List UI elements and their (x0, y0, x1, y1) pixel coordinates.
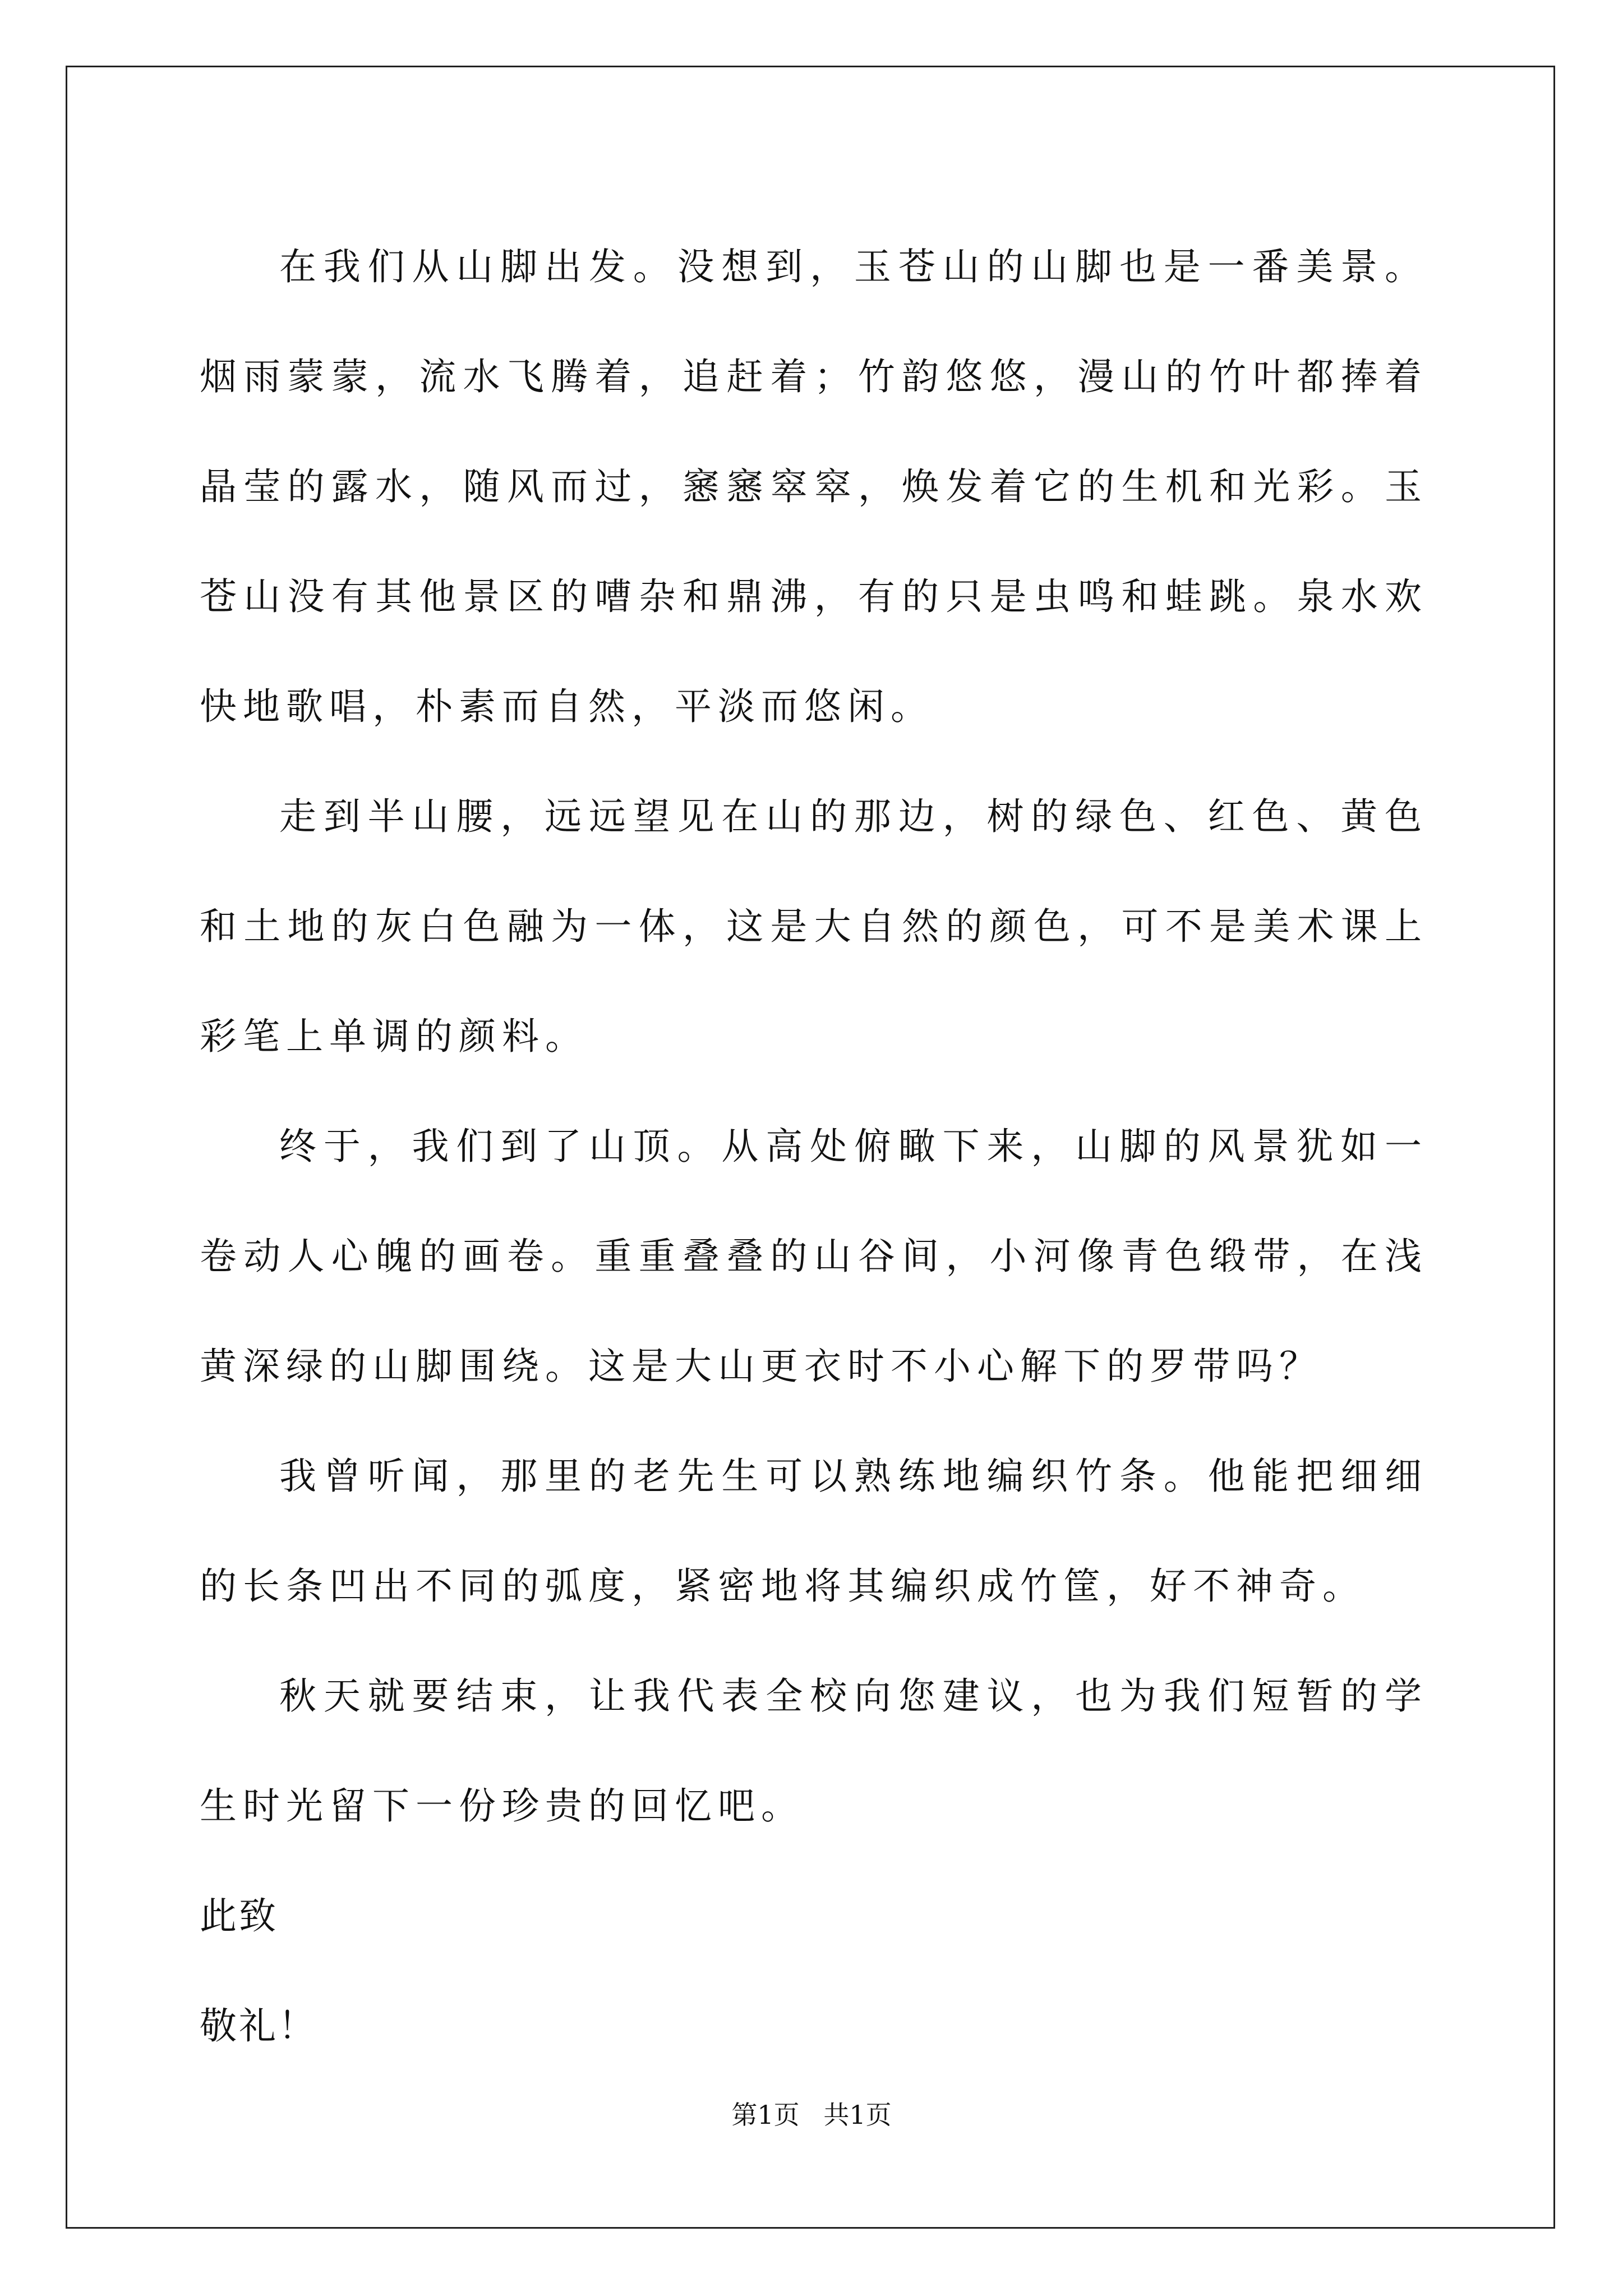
closing-regards: 敬礼！ (200, 2004, 317, 2047)
page-number: 第1页 (731, 2100, 800, 2130)
paragraph-3: 终于，我们到了山顶。从高处俯瞰下来，山脚的风景犹如一卷动人心魄的画卷。重重叠叠的山谷间，小河像青色缎带，在浅黄深绿的山脚围绕。这是大山更衣时不小心解下的罗带吗？ (200, 1125, 1428, 1388)
paragraph-2: 走到半山腰，远远望见在山的那边，树的绿色、红色、黄色和土地的灰白色融为一体，这是大自然的颜色，可不是美术课上彩笔上单调的颜料。 (200, 795, 1428, 1058)
paragraph-5: 秋天就要结束，让我代表全校向您建议，也为我们短暂的学生时光留下一份珍贵的回忆吧。 (200, 1674, 1428, 1828)
page-total: 共1页 (823, 2100, 892, 2130)
letter-body (200, 212, 1428, 2081)
page-footer (0, 2098, 1623, 2132)
paragraph-4: 我曾听闻，那里的老先生可以熟练地编织竹条。他能把细细的长条凹出不同的弧度，紧密地将其编织成竹筐，好不神奇。 (200, 1455, 1428, 1608)
closing-salutation: 此致 (200, 1894, 278, 1938)
paragraph-1: 在我们从山脚出发。没想到，玉苍山的山脚也是一番美景。烟雨蒙蒙，流水飞腾着，追赶着；竹韵悠悠，漫山的竹叶都捧着晶莹的露水，随风而过，窸窸窣窣，焕发着它的生机和光彩。玉苍山没有其他景区的嘈杂和鼎沸，有的只是虫鸣和蛙跳。泉水欢快地歌唱，朴素而自然，平淡而悠闲。 (200, 245, 1428, 728)
